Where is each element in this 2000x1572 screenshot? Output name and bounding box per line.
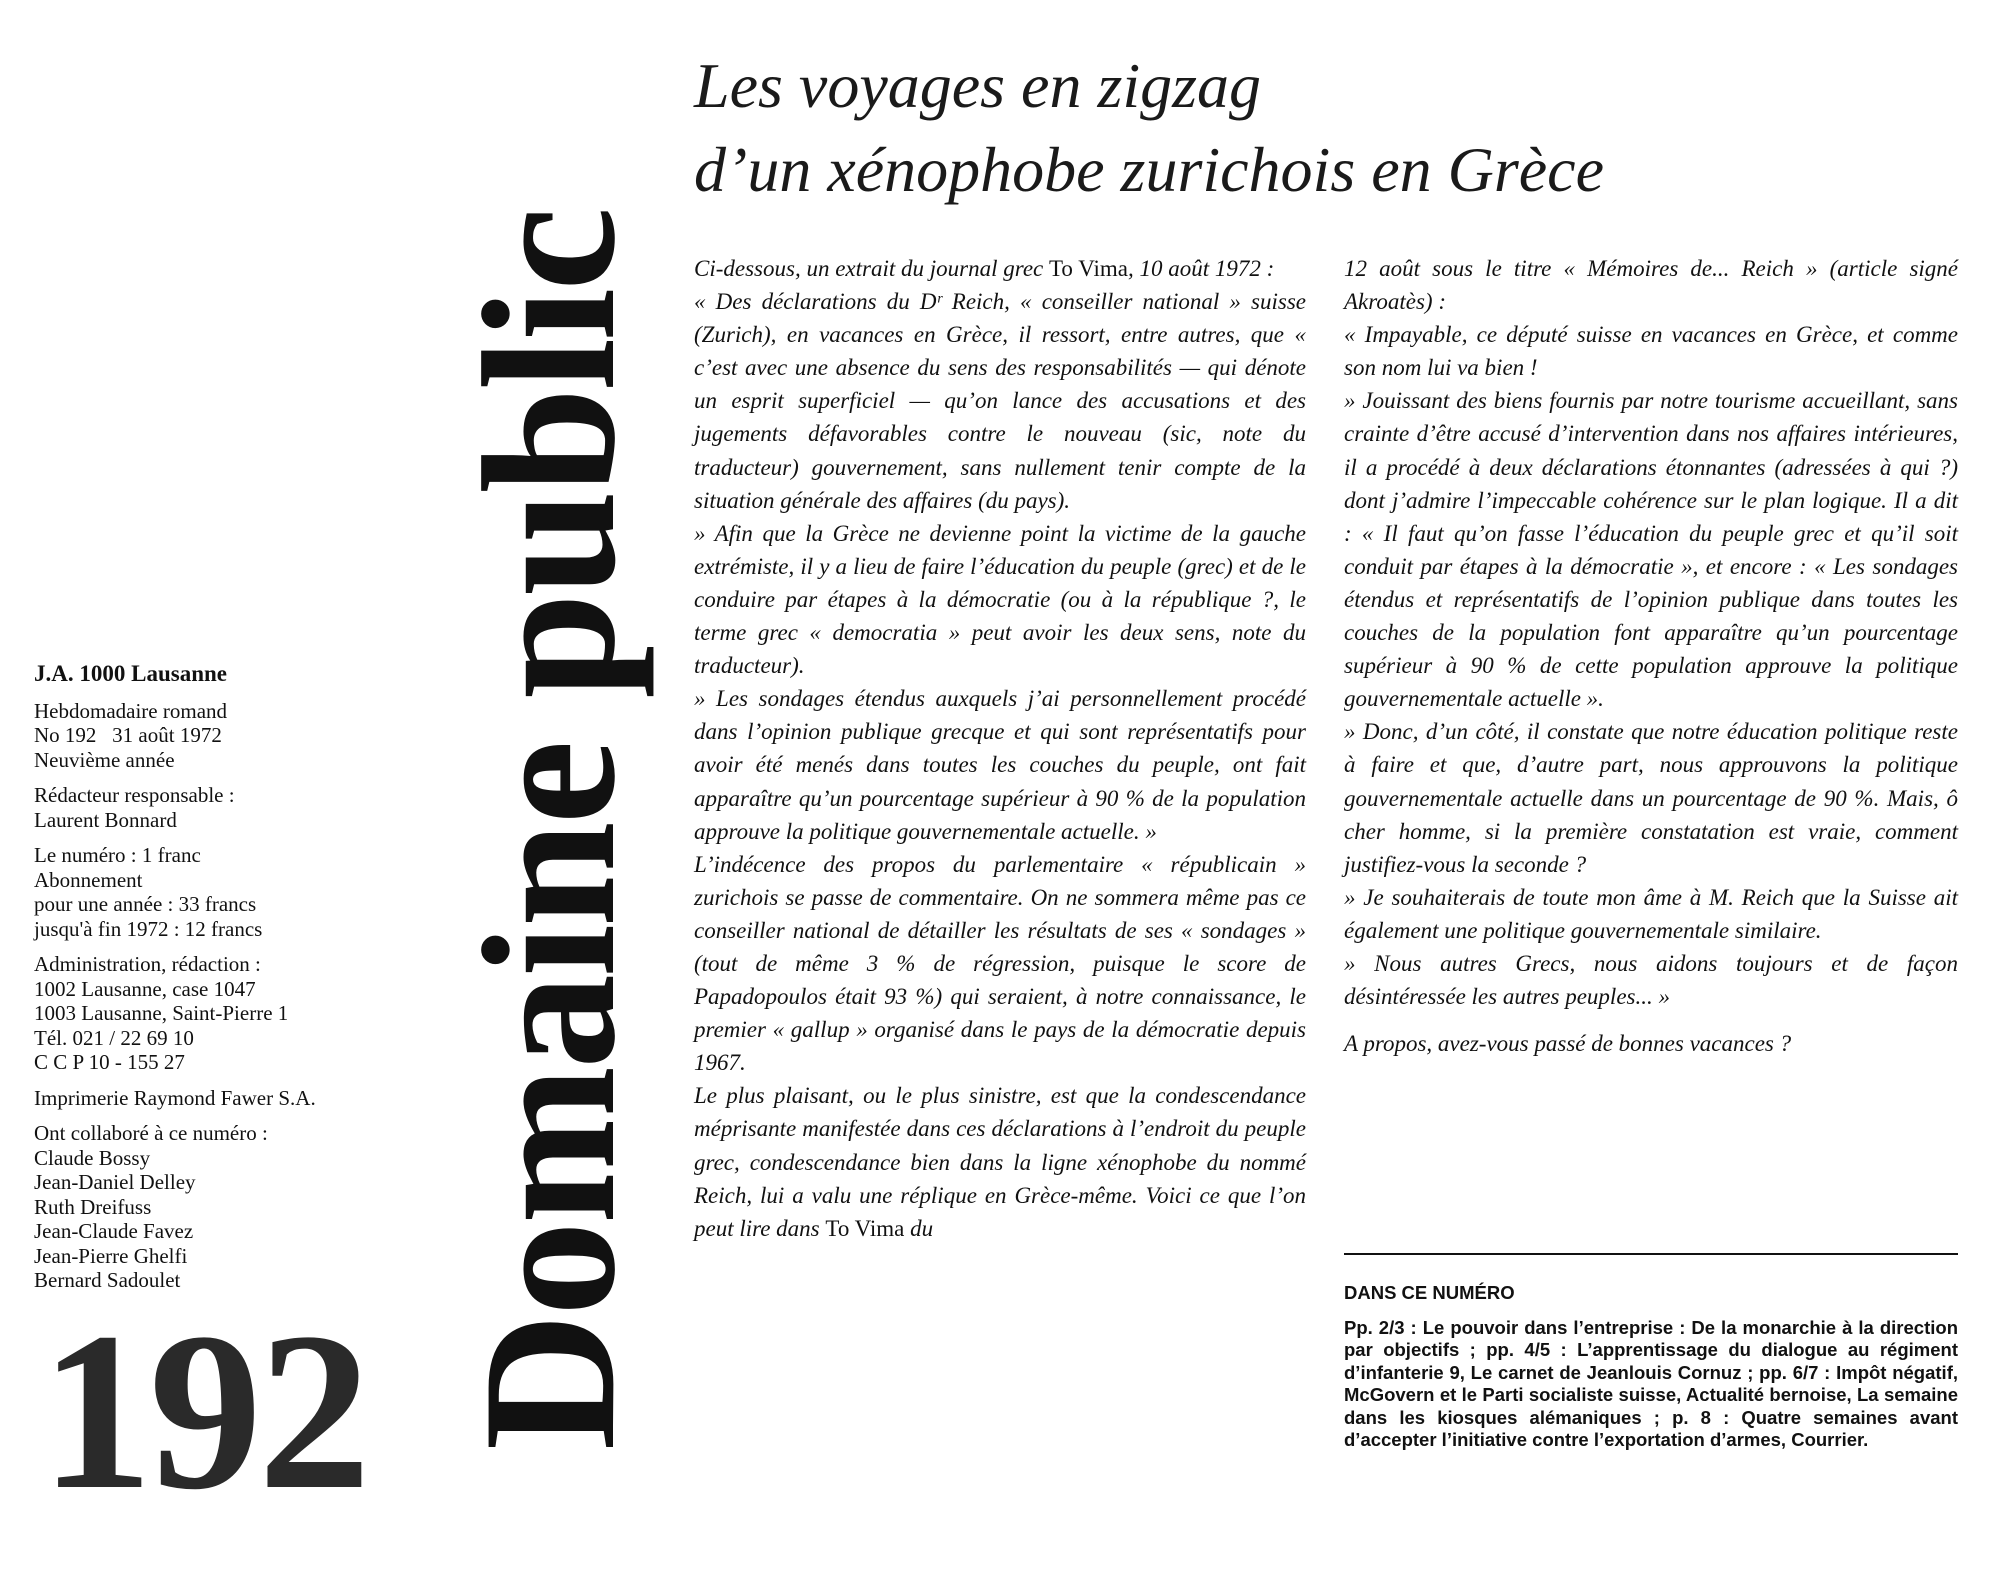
info-line: pour une année : 33 francs: [34, 892, 257, 916]
info-line: Ont collaboré à ce numéro :: [34, 1121, 268, 1145]
paragraph: » Je souhaiterais de toute mon âme à M. Reich que la Suisse ait également une politique gouvernementale similaire.: [1344, 884, 1958, 943]
text-run: , 10 août 1972 :: [1127, 256, 1275, 281]
masthead-info: [34, 662, 414, 1304]
paragraph: L’indécence des propos du parlementaire « républicain » zurichois se passe de commentaire. On ne sommera même pas ce conseiller national de détailler les résultats de ses « sondages » (tout de même 3 % de régression, puisque le score de Papadopoulos était 93 %) qui seraient, à notre connaissance, le premier « gallup » organisé dans le pays de la démocratie depuis 1967.: [694, 851, 1306, 1076]
paragraph: » Afin que la Grèce ne devienne point la victime de la gauche extrémiste, il y a lieu de faire l’éducation du peuple (grec) et de le conduire par étapes à la démocratie (ou à la république ?, le terme grec « democratia » peut avoir les deux sens, note du traducteur).: [694, 520, 1306, 679]
paragraph: [694, 252, 1306, 285]
pricing-info: [34, 843, 414, 941]
article-column-1: [694, 252, 1306, 1245]
masthead-title: Domaine public: [445, 209, 655, 1451]
paragraph: » Les sondages étendus auxquels j’ai personnellement procédé dans l’opinion publique grecque et qui sont représentatifs pour avoir été menés dans toutes les couches du peuple, ont fait apparaître qu’un pourcentage supérieur à 90 % de la population approuve la politique gouvernementale actuelle. »: [694, 686, 1306, 844]
dans-ce-numero-box: [1344, 1282, 1958, 1452]
newspaper-name: To Vima: [825, 1215, 905, 1241]
editor-info: [34, 783, 414, 832]
contributor-name: Bernard Sadoulet: [34, 1268, 181, 1292]
dans-ce-numero-heading: DANS CE NUMÉRO: [1344, 1282, 1515, 1303]
article-headline: [694, 44, 1954, 212]
info-line: 1003 Lausanne, Saint-Pierre 1: [34, 1001, 289, 1025]
masthead-title-area: [440, 140, 660, 1520]
contributor-name: Jean-Pierre Ghelfi: [34, 1243, 188, 1268]
text-run: Ci-dessous, un extrait du journal grec: [694, 256, 1049, 281]
paragraph: 12 août sous le titre « Mémoires de... Reich » (article signé Akroatès) :: [1344, 256, 1958, 315]
info-line: No 192 31 août 1972: [34, 723, 222, 747]
contributors-info: [34, 1121, 414, 1293]
info-line: Rédacteur responsable :: [34, 783, 235, 807]
issue-number: 192: [40, 1286, 367, 1536]
dans-ce-numero-text: Pp. 2/3 : Le pouvoir dans l’entreprise : De la monarchie à la direction par objectifs ; pp. 4/5 : L’apprentissage du dialogue au régiment d’infanterie 9, Le carnet de Jeanlouis Cornuz ; pp. 6/7 : Impôt négatif, McGovern et le Parti socialiste suisse, Actualité bernoise, La semaine dans les kiosques alémaniques ; p. 8 : Quatre semaines avant d’accepter l’initiative contre l’exportation d’armes, Courrier.: [1344, 1316, 1958, 1450]
info-line: C C P 10 - 155 27: [34, 1050, 185, 1074]
info-line: Neuvième année: [34, 747, 175, 772]
section-divider: [1344, 1253, 1958, 1255]
printer-info: [34, 1086, 414, 1111]
text-run: du: [904, 1215, 934, 1241]
info-line: jusqu'à fin 1972 : 12 francs: [34, 916, 263, 941]
article-column-2: [1344, 252, 1958, 1060]
paragraph: » Donc, d’un côté, il constate que notre éducation politique reste à faire et que, d’autre part, nous approuvons la politique gouvernementale actuelle dans un pourcentage de 90 %. Mais, ô cher homme, si la première constatation est vraie, comment justifiez-vous la seconde ?: [1344, 719, 1958, 877]
info-line: 1002 Lausanne, case 1047: [34, 976, 256, 1001]
closing-line: A propos, avez-vous passé de bonnes vacances ?: [1344, 1031, 1792, 1057]
contributor-name: Claude Bossy: [34, 1145, 151, 1170]
contributor-name: Jean-Daniel Delley: [34, 1170, 196, 1194]
paragraph: [694, 1079, 1306, 1244]
info-line: Tél. 021 / 22 69 10: [34, 1025, 194, 1050]
headline-line: d’un xénophobe zurichois en Grèce: [694, 134, 1604, 205]
info-line: Administration, rédaction :: [34, 952, 261, 976]
info-line: Le numéro : 1 franc: [34, 843, 201, 867]
paragraph: « Impayable, ce député suisse en vacances en Grèce, et comme son nom lui va bien !: [1344, 322, 1958, 381]
postal-line: J.A. 1000 Lausanne: [34, 661, 227, 686]
info-line: Abonnement: [34, 867, 143, 892]
contributor-name: Jean-Claude Favez: [34, 1219, 194, 1243]
headline-line: Les voyages en zigzag: [694, 50, 1262, 121]
paragraph: « Des déclarations du Dʳ Reich, « conseiller national » suisse (Zurich), en vacances en Grèce, il ressort, entre autres, que « c’est avec une absence du sens des responsabilités — qui dénote un esprit superficiel — qu’on lance des accusations et des jugements défavorables contre le nouveau (sic, note du traducteur) gouvernement, sans nullement tenir compte de la situation générale des affaires (du pays).: [694, 289, 1306, 513]
paragraph: » Jouissant des biens fournis par notre tourisme accueillant, sans crainte d’être accusé d’intervention dans nos affaires intérieures, il a procédé à deux déclarations étonnantes (adressées à qui ?) dont j’admire l’impeccable cohérence sur le plan logique. Il a dit : « Il faut qu’on fasse l’éducation du peuple grec et qu’il soit conduit par étapes à la démocratie », et encore : « Les sondages étendus et représentatifs de l’opinion publique dans toutes les couches de la population font apparaître qu’un pourcentage supérieur à 90 % de cette population approuve la politique gouvernementale actuelle ».: [1344, 388, 1958, 712]
info-line: Laurent Bonnard: [34, 807, 177, 832]
text-run: Le plus plaisant, ou le plus sinistre, est que la condescendance méprisante manifestée dans ces déclarations à l’endroit du peuple grec, condescendance bien dans la ligne xénophobe du nommé Reich, lui a valu une réplique en Grèce-même. Voici ce que l’on peut lire dans: [694, 1083, 1306, 1241]
contributor-name: Ruth Dreifuss: [34, 1194, 152, 1219]
newspaper-name: To Vima: [1048, 256, 1128, 281]
address-info: [34, 952, 414, 1075]
info-line: Imprimerie Raymond Fawer S.A.: [34, 1085, 316, 1110]
paragraph: » Nous autres Grecs, nous aidons toujours et de façon désintéressée les autres peuples... »: [1344, 950, 1958, 1010]
info-line: Hebdomadaire romand: [34, 698, 228, 723]
publication-info: [34, 699, 414, 773]
